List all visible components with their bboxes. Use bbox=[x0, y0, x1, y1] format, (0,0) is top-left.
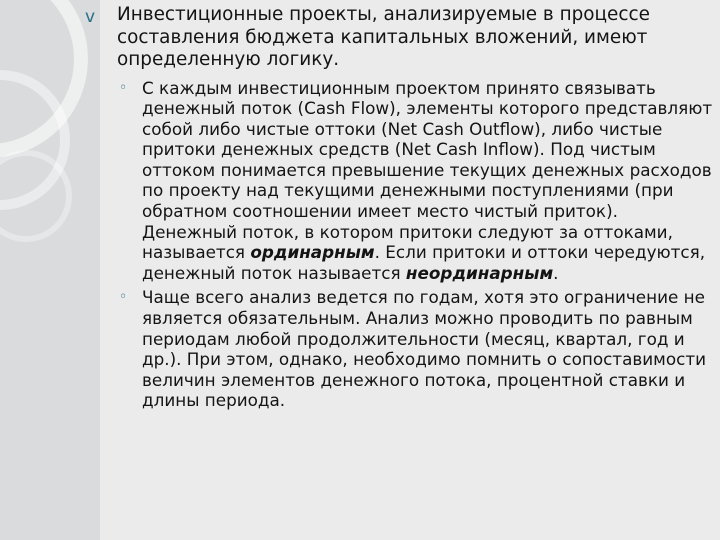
paragraph2-text: Чаще всего анализ ведется по годам, хотя это ограничение не является обязательным. Анализ можно проводить по равным периодам любой продолжительности (месяц, квартал, год и др.). При этом, однако, необходимо помнить о сопоставимости величин элементов денежного потока, процентной ставки и длины периода. bbox=[142, 287, 706, 411]
slide-content bbox=[85, 4, 715, 411]
circle-bullet-icon: ◦ bbox=[119, 79, 128, 96]
main-bullet bbox=[85, 4, 715, 72]
term-ordinary: ординарным bbox=[250, 242, 375, 263]
sub-bullet-1 bbox=[85, 78, 715, 284]
paragraph1-text-c: . bbox=[553, 262, 559, 283]
sub-bullet-2 bbox=[85, 287, 715, 411]
paragraph1-text-a: С каждым инвестиционным проектом принято связывать денежный поток (Cash Flow), элементы которого представляют собой либо чистые оттоки (Net Cash Outflow), либо чистые притоки денежных средств (Net Cash Inflow). Под чистым оттоком понимается превышение текущих денежных расходов по проекту над текущими денежными поступлениями (при обратном соотношении имеет место чистый приток). Денежный поток, в котором притоки следуют за оттоками, называется bbox=[142, 77, 713, 263]
heading-text: Инвестиционные проекты, анализируемые в процессе составления бюджета капитальных вложений, имеют определенную логику. bbox=[117, 4, 650, 70]
term-non-ordinary: неординарным bbox=[405, 262, 554, 283]
paragraph1-text-b: . Если притоки и оттоки чередуются, денежный поток называется bbox=[142, 242, 706, 283]
circle-bullet-icon: ◦ bbox=[119, 289, 128, 306]
check-bullet-icon: v bbox=[85, 7, 96, 27]
